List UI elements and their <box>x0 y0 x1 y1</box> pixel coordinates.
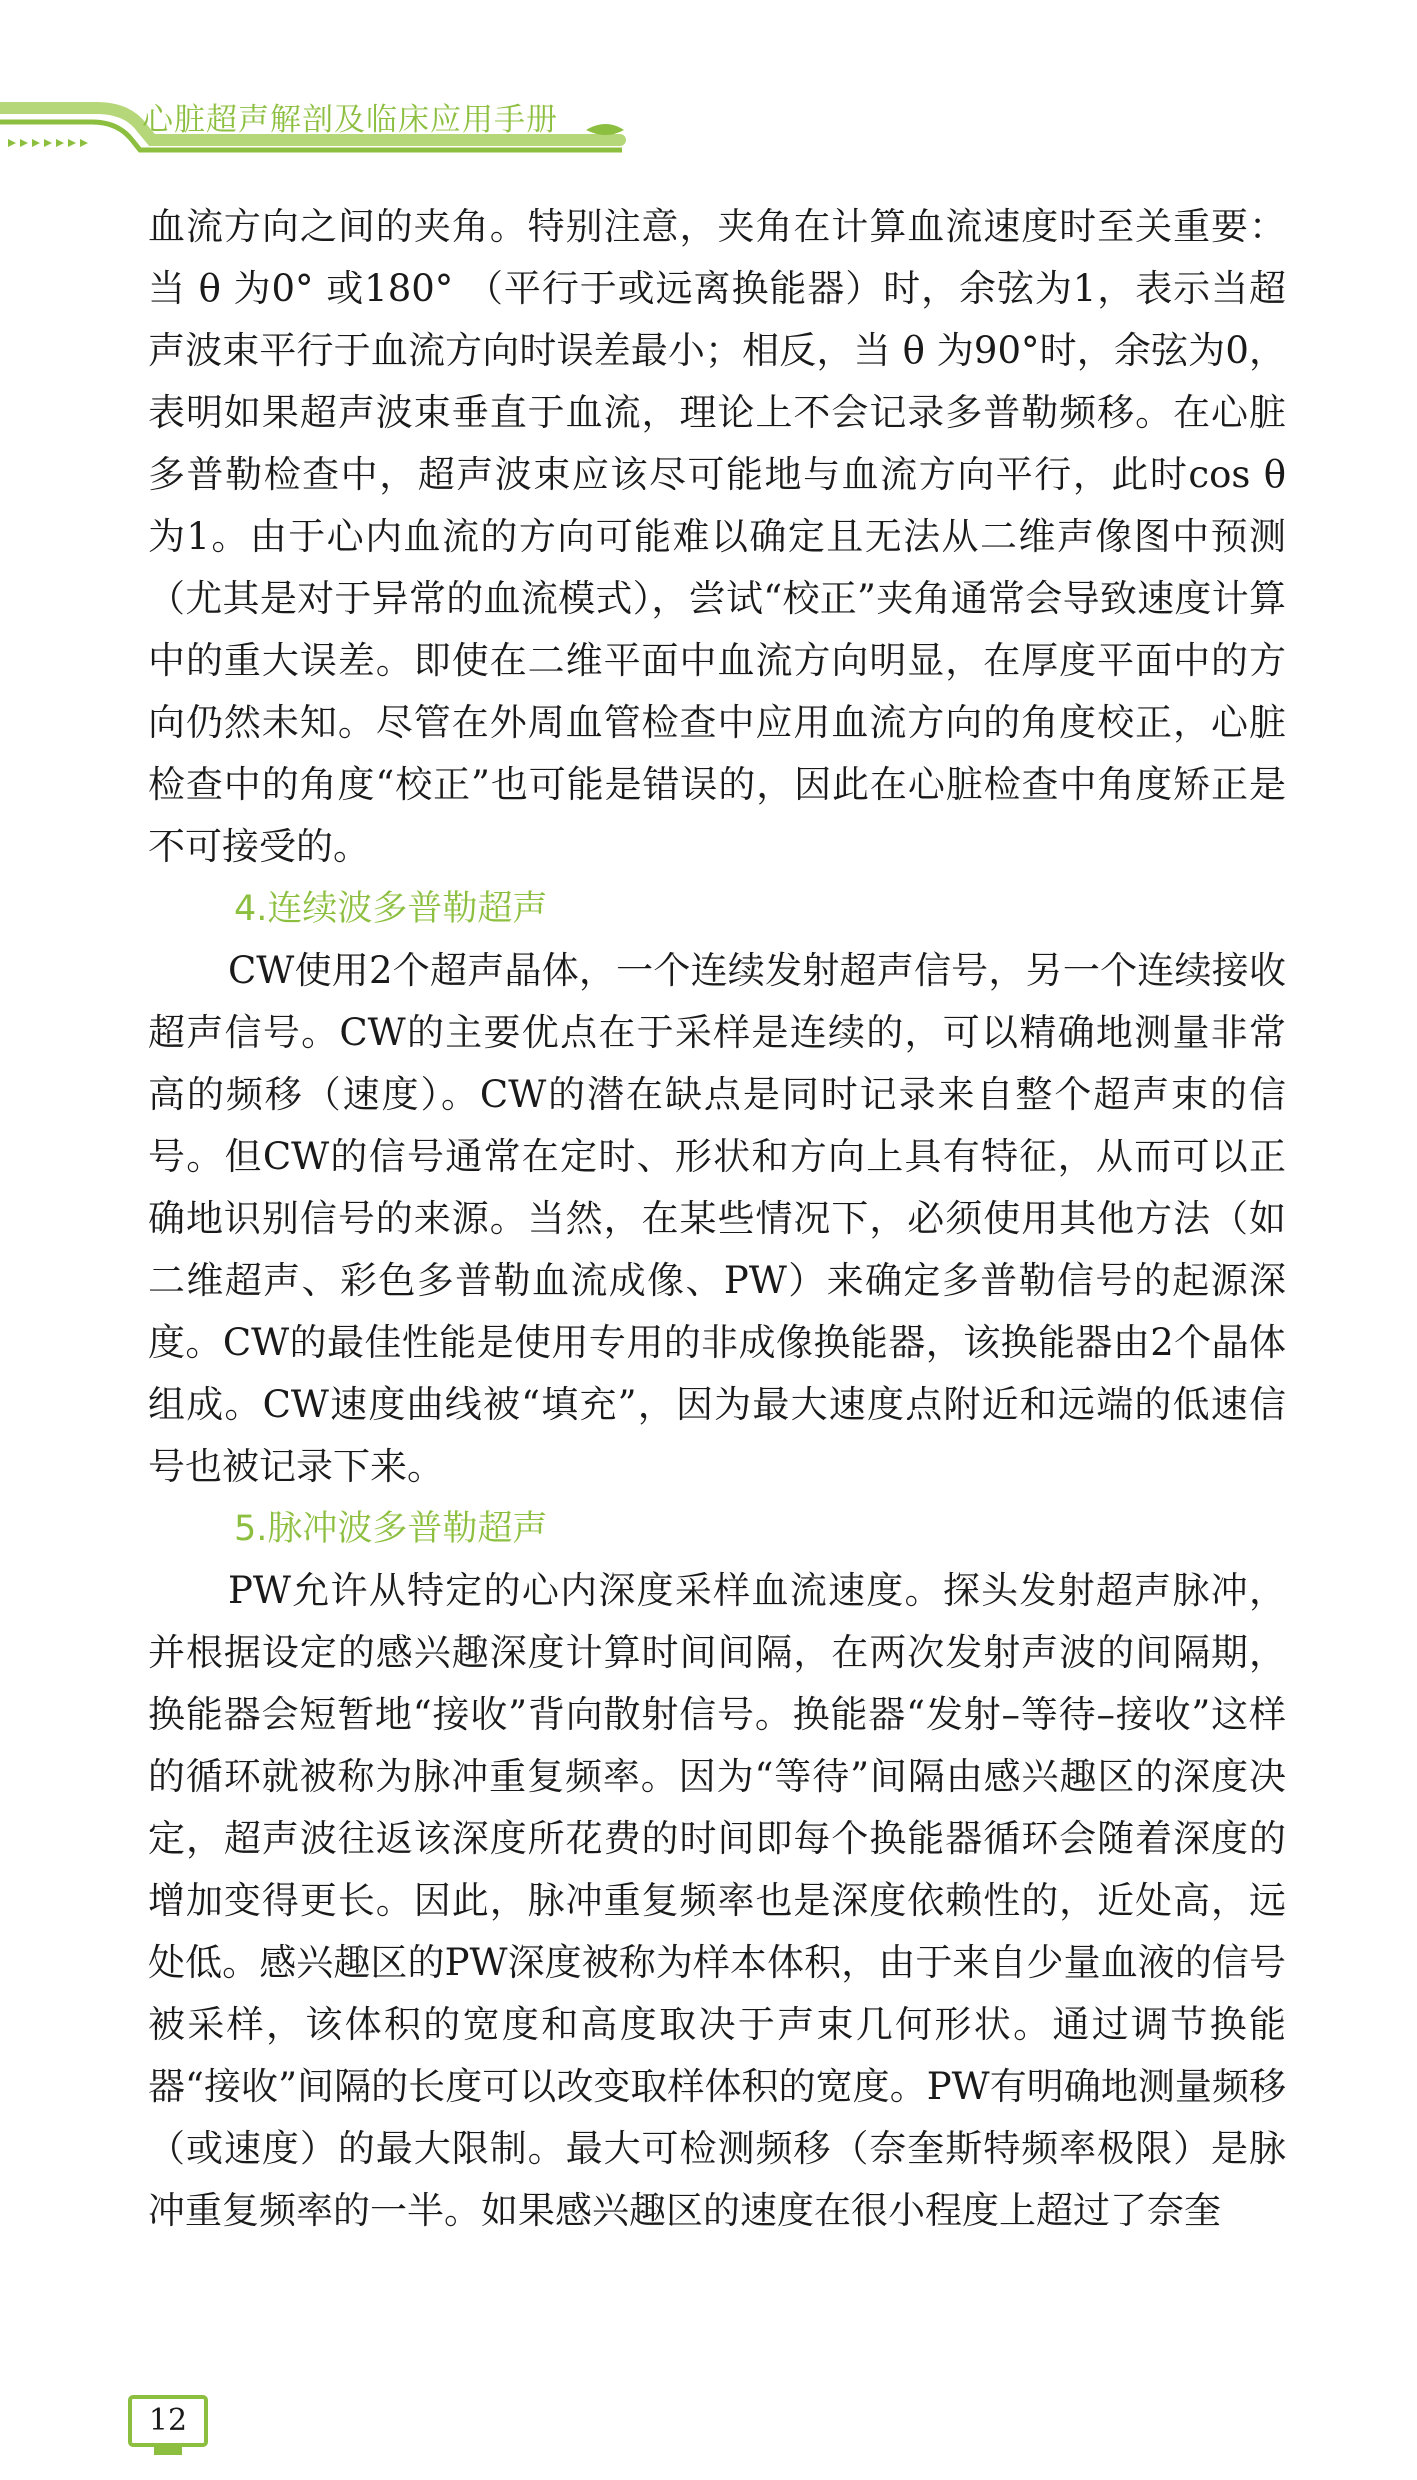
page-number-badge <box>128 2395 208 2447</box>
section-heading-cw-doppler: 4.连续波多普勒超声 <box>234 889 548 929</box>
book-title: 心脏超声解剖及临床应用手册 <box>142 102 558 138</box>
page-number: 12 <box>148 2403 188 2438</box>
paragraph-pw-doppler: PW允许从特定的心内深度采样血流速度。探头发射超声脉冲，并根据设定的感兴趣深度计算时间间隔，在两次发射声波的间隔期，换能器会短暂地“接收”背向散射信号。换能器“发射–等待–接收”这样的循环就被称为脉冲重复频率。因为“等待”间隔由感兴趣区的深度决定，超声波往返该深度所花费的时间即每个换能器循环会随着深度的增加变得更长。因此，脉冲重复频率也是深度依赖性的，近处高，远处低。感兴趣区的PW深度被称为样本体积，由于来自少量血液的信号被采样，该体积的宽度和高度取决于声束几何形状。通过调节换能器“接收”间隔的长度可以改变取样体积的宽度。PW有明确地测量频移（或速度）的最大限制。最大可检测频移（奈奎斯特频率极限）是脉冲重复频率的一半。如果感兴趣区的速度在很小程度上超过了奈奎 <box>148 1569 1286 2232</box>
header-swoosh-decoration <box>0 0 1417 170</box>
paragraph-cw-doppler: CW使用2个超声晶体，一个连续发射超声信号，另一个连续接收超声信号。CW的主要优点在于采样是连续的，可以精确地测量非常高的频移（速度）。CW的潜在缺点是同时记录来自整个超声束的信号。但CW的信号通常在定时、形状和方向上具有特征，从而可以正确地识别信号的来源。当然，在某些情况下，必须使用其他方法（如二维超声、彩色多普勒血流成像、PW）来确定多普勒信号的起源深度。CW的最佳性能是使用专用的非成像换能器，该换能器由2个晶体组成。CW速度曲线被“填充”，因为最大速度点附近和远端的低速信号也被记录下来。 <box>148 949 1286 1488</box>
page-body <box>148 196 1286 2242</box>
monitor-stand-icon <box>154 2447 182 2455</box>
leaf-icon <box>586 124 624 135</box>
paragraph-angle-correction: 血流方向之间的夹角。特别注意，夹角在计算血流速度时至关重要：当 θ 为0° 或180° （平行于或远离换能器）时，余弦为1，表示当超声波束平行于血流方向时误差最小；相反，当 θ 为90°时，余弦为0，表明如果超声波束垂直于血流，理论上不会记录多普勒频移。在心脏多普勒检查中，超声波束应该尽可能地与血流方向平行，此时cos θ 为1。由于心内血流的方向可能难以确定且无法从二维声像图中预测（尤其是对于异常的血流模式），尝试“校正”夹角通常会导致速度计算中的重大误差。即使在二维平面中血流方向明显，在厚度平面中的方向仍然未知。尽管在外周血管检查中应用血流方向的角度校正，心脏检查中的角度“校正”也可能是错误的，因此在心脏检查中角度矫正是不可接受的。 <box>148 205 1286 868</box>
section-heading-pw-doppler: 5.脉冲波多普勒超声 <box>234 1509 548 1549</box>
page-header <box>0 0 1417 170</box>
